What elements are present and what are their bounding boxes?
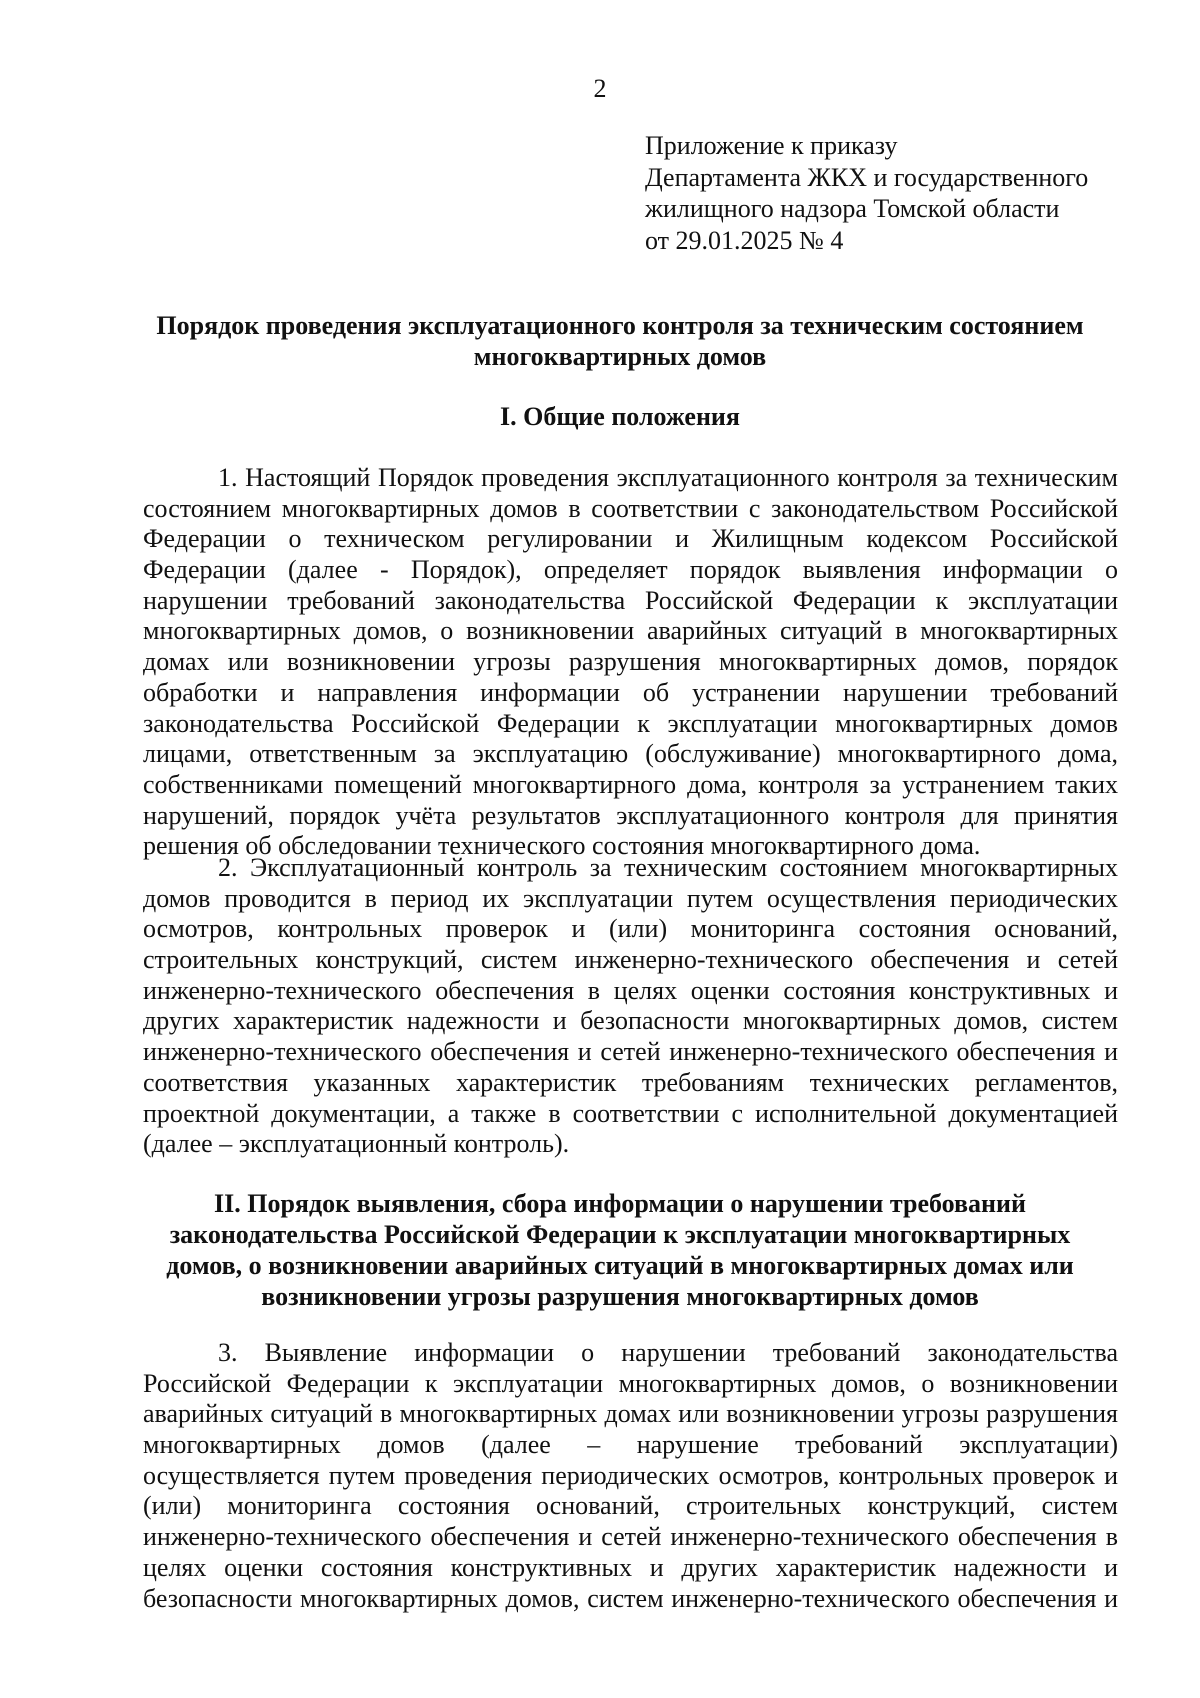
document-title-line: Порядок проведения эксплуатационного контроля за техническим состоянием bbox=[156, 311, 1084, 340]
paragraph-line: Российской Федерации к эксплуатации многоквартирных домов, о возникновении bbox=[143, 1368, 1118, 1398]
paragraph-line: многоквартирных домов (далее – нарушение требований эксплуатации) bbox=[143, 1430, 1118, 1460]
appendix-line: Департамента ЖКХ и государственного bbox=[645, 162, 1089, 192]
paragraph-line: соответствия указанных характеристик требованиям технических регламентов, bbox=[143, 1067, 1118, 1097]
paragraph-line: состоянием многоквартирных домов в соответствии с законодательством Российской bbox=[143, 493, 1118, 523]
appendix-line: от 29.01.2025 № 4 bbox=[645, 225, 844, 255]
paragraph-line: собственниками помещений многоквартирного дома, контроля за устранением таких bbox=[143, 769, 1118, 799]
paragraph-line: (или) мониторинга состояния оснований, строительных конструкций, систем bbox=[143, 1491, 1118, 1521]
appendix-line: жилищного надзора Томской области bbox=[645, 194, 1060, 223]
section-heading-line: домов, о возникновении аварийных ситуаций в многоквартирных домах или bbox=[166, 1251, 1074, 1280]
paragraph-1 bbox=[143, 463, 1118, 862]
paragraph-line: (далее – эксплуатационный контроль). bbox=[143, 1129, 570, 1159]
paragraph-line: целях оценки состояния конструктивных и других характеристик надежности и bbox=[143, 1552, 1118, 1582]
document-title bbox=[140, 310, 1100, 372]
paragraph-line: домов проводится в период их эксплуатации путем осуществления периодических bbox=[143, 883, 1118, 913]
paragraph-line: проектной документации, а также в соответствии с исполнительной документацией bbox=[143, 1098, 1118, 1128]
paragraph-3 bbox=[143, 1338, 1118, 1614]
paragraph-line: осуществляется путем проведения периодических осмотров, контрольных проверок и bbox=[143, 1460, 1118, 1490]
paragraph-line: нарушении требований законодательства Российской Федерации к эксплуатации bbox=[143, 585, 1118, 615]
paragraph-line: инженерно-технического обеспечения и сетей инженерно-технического обеспечения и bbox=[143, 1037, 1118, 1067]
paragraph-line: осмотров, контрольных проверок и (или) мониторинга состояния оснований, bbox=[143, 914, 1118, 944]
paragraph-line: инженерно-технического обеспечения и сетей инженерно-технического обеспечения в bbox=[143, 1522, 1118, 1552]
paragraph-line: лицами, ответственным за эксплуатацию (обслуживание) многоквартирного дома, bbox=[143, 739, 1118, 769]
paragraph-line: 1. Настоящий Порядок проведения эксплуатационного контроля за техническим bbox=[218, 463, 1118, 492]
appendix-block bbox=[645, 130, 1088, 256]
section-heading-1 bbox=[140, 401, 1100, 432]
paragraph-line: 3. Выявление информации о нарушении требований законодательства bbox=[218, 1338, 1118, 1367]
paragraph-line: обработки и направления информации об устранении нарушении требований bbox=[143, 677, 1118, 707]
paragraph-line: многоквартирных домов, о возникновении аварийных ситуаций в многоквартирных bbox=[143, 616, 1118, 646]
paragraph-line: решения об обследовании технического состояния многоквартирного дома. bbox=[143, 831, 981, 861]
page-number: 2 bbox=[593, 74, 607, 103]
paragraph-line: Федерации (далее - Порядок), определяет порядок выявления информации о bbox=[143, 555, 1118, 585]
paragraph-line: других характеристик надежности и безопасности многоквартирных домов, систем bbox=[143, 1006, 1118, 1036]
paragraph-line: Федерации о техническом регулировании и Жилищным кодексом Российской bbox=[143, 524, 1118, 554]
paragraph-line: 2. Эксплуатационный контроль за техническим состоянием многоквартирных bbox=[218, 853, 1118, 882]
paragraph-line: строительных конструкций, систем инженерно-технического обеспечения и сетей bbox=[143, 945, 1118, 975]
paragraph-line: безопасности многоквартирных домов, систем инженерно-технического обеспечения и bbox=[143, 1583, 1118, 1613]
paragraph-line: домах или возникновении угрозы разрушения многоквартирных домов, порядок bbox=[143, 647, 1118, 677]
paragraph-line: нарушений, порядок учёта результатов эксплуатационного контроля для принятия bbox=[143, 800, 1118, 830]
paragraph-line: инженерно-технического обеспечения в целях оценки состояния конструктивных и bbox=[143, 975, 1118, 1005]
paragraph-line: аварийных ситуаций в многоквартирных домах или возникновении угрозы разрушения bbox=[143, 1399, 1118, 1429]
section-heading-line: законодательства Российской Федерации к эксплуатации многоквартирных bbox=[169, 1220, 1071, 1249]
paragraph-line: законодательства Российской Федерации к эксплуатации многоквартирных домов bbox=[143, 708, 1118, 738]
section-heading-2 bbox=[140, 1188, 1100, 1312]
section-heading-line: возникновении угрозы разрушения многоквартирных домов bbox=[261, 1282, 979, 1311]
section-heading-line: II. Порядок выявления, сбора информации о нарушении требований bbox=[214, 1189, 1026, 1218]
document-title-line: многоквартирных домов bbox=[473, 342, 767, 371]
section-heading-line: I. Общие положения bbox=[500, 402, 740, 431]
appendix-line: Приложение к приказу bbox=[645, 131, 898, 160]
paragraph-2 bbox=[143, 853, 1118, 1160]
